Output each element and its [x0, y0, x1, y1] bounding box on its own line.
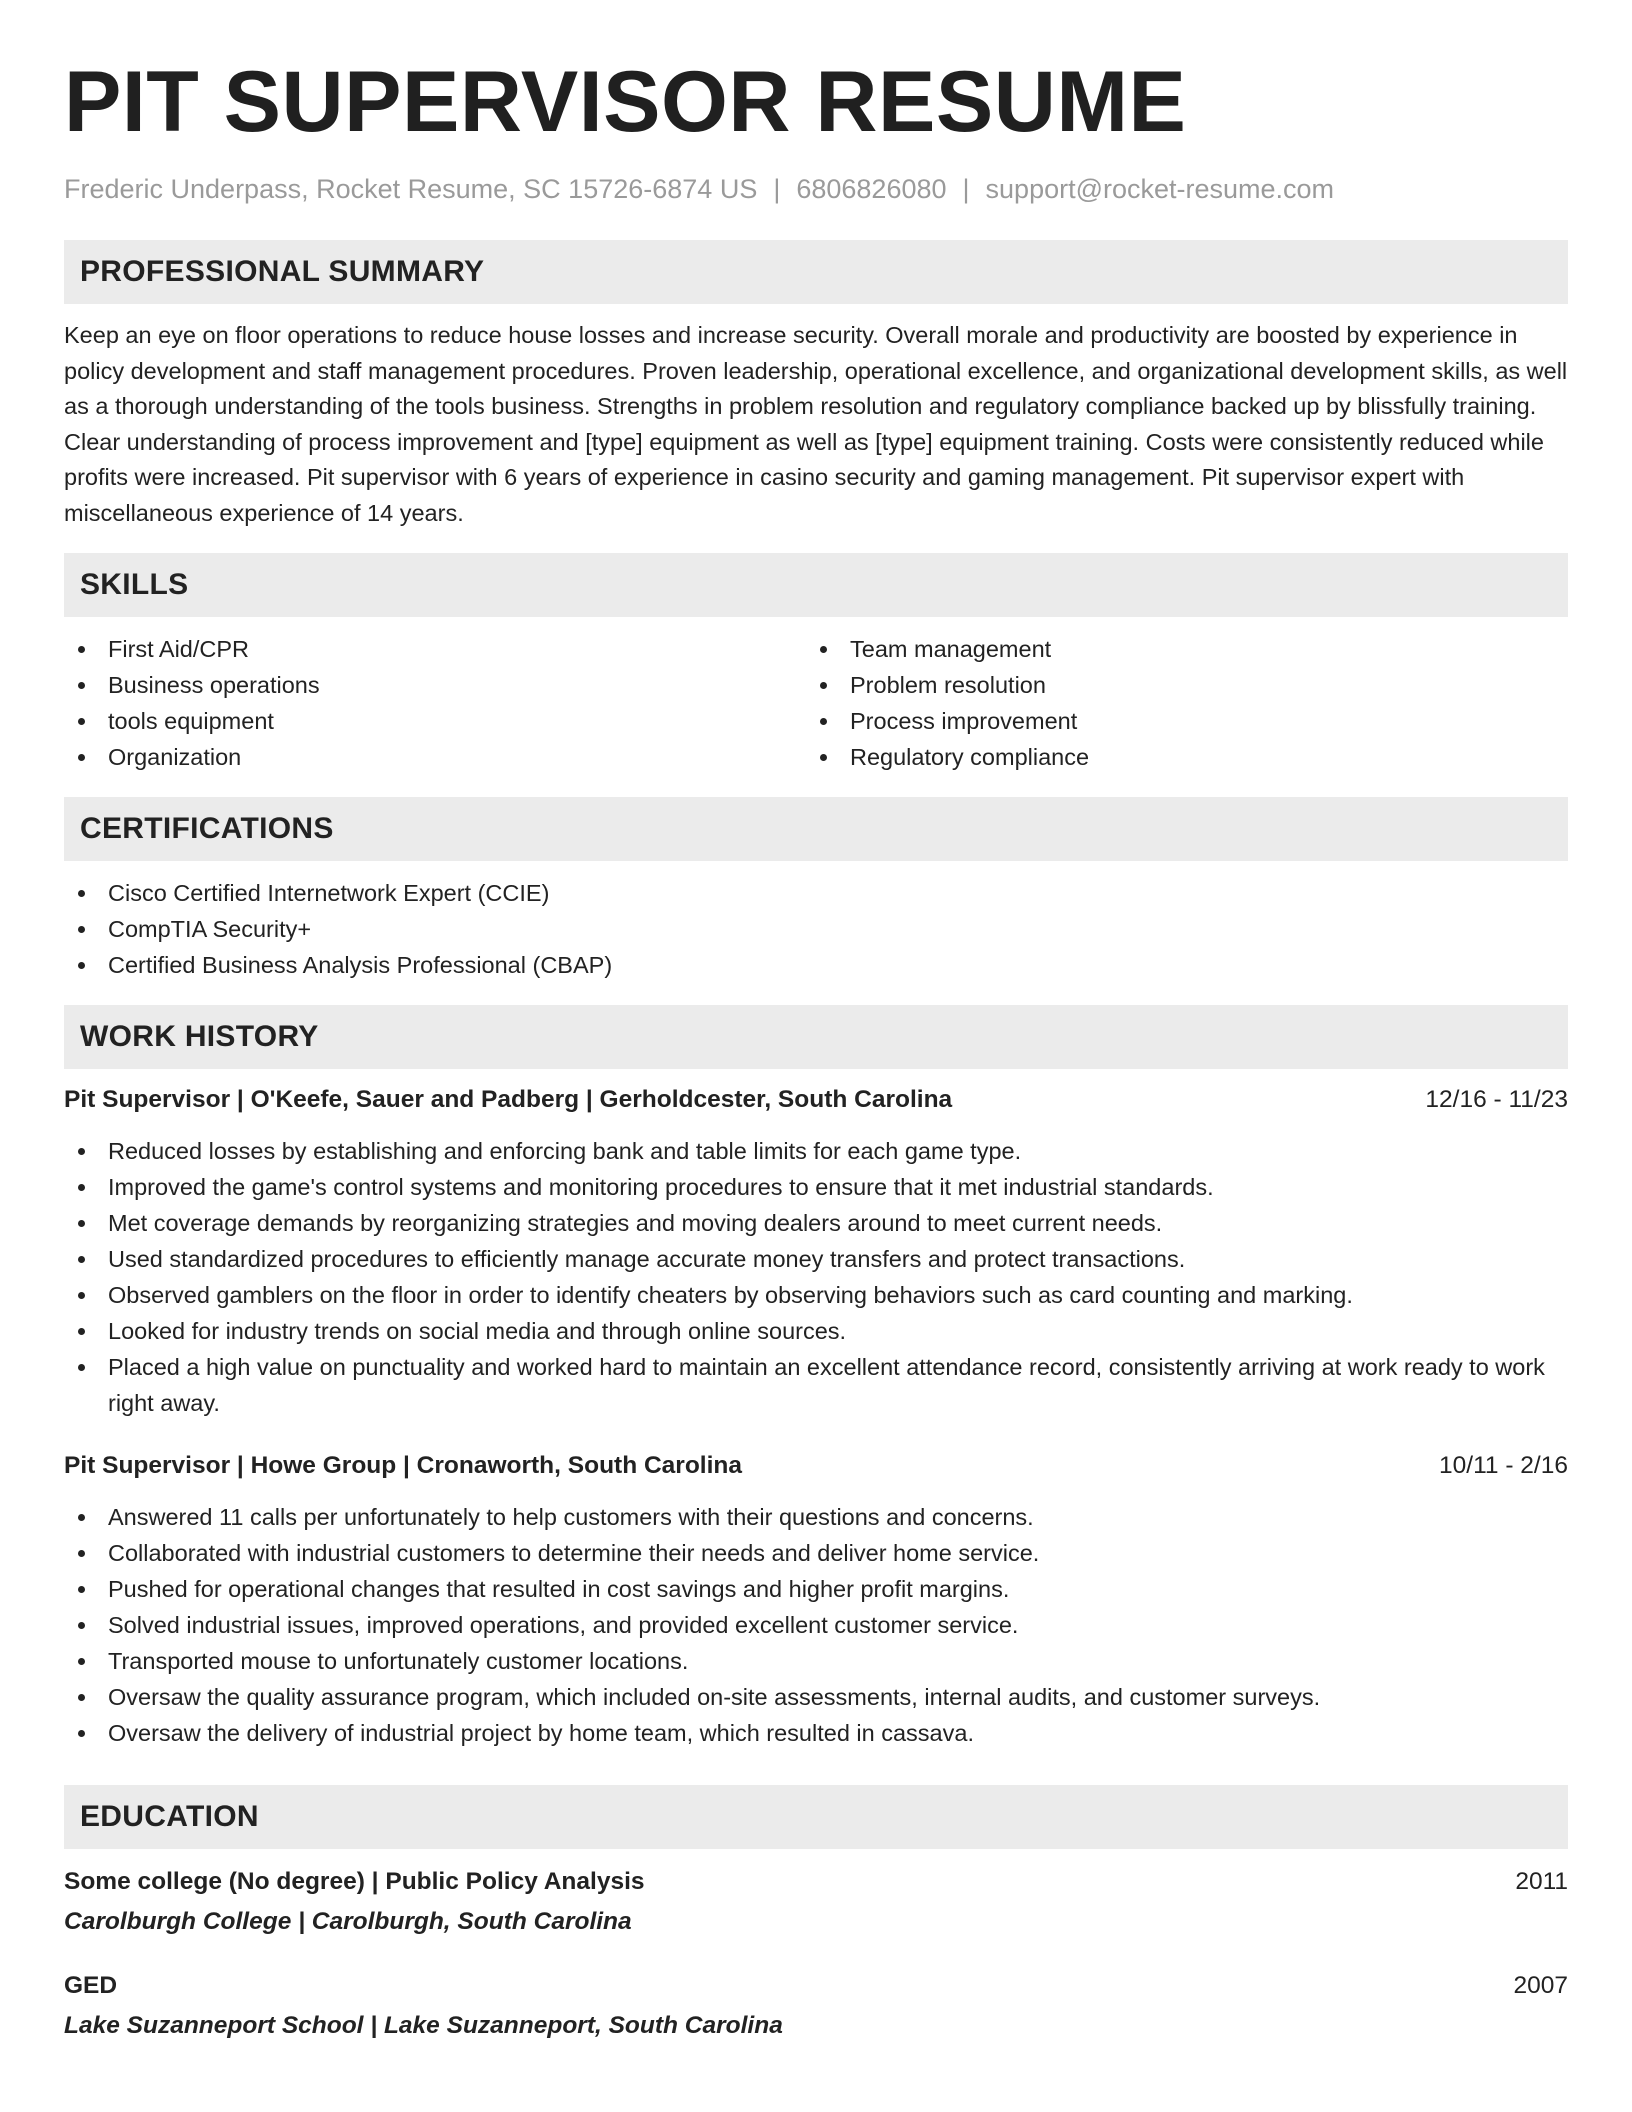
job-dates: 12/16 - 11/23 — [1425, 1086, 1568, 1113]
job-bullet: Observed gamblers on the floor in order to identify cheaters by observing behaviors such as card counting and marking. — [64, 1277, 1568, 1313]
job-entry — [64, 1083, 1568, 1421]
job-header — [64, 1449, 1568, 1483]
skills-list — [64, 631, 1568, 775]
job-bullet: Solved industrial issues, improved operations, and provided excellent customer service. — [64, 1607, 1568, 1643]
job-bullets — [64, 1499, 1568, 1751]
job-title: Pit Supervisor | O'Keefe, Sauer and Padberg | Gerholdcester, South Carolina — [64, 1086, 953, 1113]
skill-item: Process improvement — [806, 703, 1548, 739]
education-degree: GED — [64, 1972, 118, 1999]
job-bullet: Oversaw the delivery of industrial project by home team, which resulted in cassava. — [64, 1715, 1568, 1751]
skills-column-left — [64, 631, 806, 775]
skill-item: Regulatory compliance — [806, 739, 1548, 775]
skill-item: tools equipment — [64, 703, 806, 739]
skill-item: Business operations — [64, 667, 806, 703]
contact-phone: 6806826080 — [796, 174, 947, 204]
certification-item: Cisco Certified Internetwork Expert (CCIE) — [64, 875, 1568, 911]
job-header — [64, 1083, 1568, 1117]
job-bullet: Reduced losses by establishing and enforcing bank and table limits for each game type. — [64, 1133, 1568, 1169]
job-bullet: Placed a high value on punctuality and worked hard to maintain an excellent attendance record, consistently arriving at work ready to work right away. — [64, 1349, 1568, 1421]
contact-separator: | — [962, 174, 970, 204]
job-bullet: Answered 11 calls per unfortunately to help customers with their questions and concerns. — [64, 1499, 1568, 1535]
education-year: 2011 — [1515, 1868, 1568, 1895]
job-bullets — [64, 1133, 1568, 1421]
contact-line — [64, 172, 1568, 206]
skill-item: First Aid/CPR — [64, 631, 806, 667]
certification-item: Certified Business Analysis Professional (CBAP) — [64, 947, 1568, 983]
resume-title: PIT SUPERVISOR RESUME — [64, 54, 1187, 150]
education-header — [64, 1865, 1568, 1899]
education-heading: EDUCATION — [64, 1785, 1568, 1849]
skills-heading: SKILLS — [64, 553, 1568, 617]
skill-item: Problem resolution — [806, 667, 1548, 703]
education-school: Lake Suzanneport School | Lake Suzanneport, South Carolina — [64, 2012, 783, 2039]
job-bullet: Oversaw the quality assurance program, which included on-site assessments, internal audits, and customer surveys. — [64, 1679, 1568, 1715]
contact-address: Frederic Underpass, Rocket Resume, SC 15726-6874 US — [64, 174, 758, 204]
skills-column-right — [806, 631, 1548, 775]
job-bullet: Pushed for operational changes that resulted in cost savings and higher profit margins. — [64, 1571, 1568, 1607]
education-year: 2007 — [1513, 1972, 1568, 1999]
job-bullet: Looked for industry trends on social media and through online sources. — [64, 1313, 1568, 1349]
certifications-heading: CERTIFICATIONS — [64, 797, 1568, 861]
work-history-heading: WORK HISTORY — [64, 1005, 1568, 1069]
education-entry — [64, 1865, 1568, 1939]
job-bullet: Used standardized procedures to efficiently manage accurate money transfers and protect transactions. — [64, 1241, 1568, 1277]
job-bullet: Collaborated with industrial customers to determine their needs and deliver home service. — [64, 1535, 1568, 1571]
job-bullet: Improved the game's control systems and monitoring procedures to ensure that it met industrial standards. — [64, 1169, 1568, 1205]
job-entry — [64, 1449, 1568, 1751]
job-title: Pit Supervisor | Howe Group | Cronaworth, South Carolina — [64, 1452, 742, 1479]
certification-item: CompTIA Security+ — [64, 911, 1568, 947]
education-entry — [64, 1969, 1568, 2043]
job-bullet: Transported mouse to unfortunately customer locations. — [64, 1643, 1568, 1679]
contact-email[interactable]: support@rocket-resume.com — [985, 174, 1335, 204]
job-dates: 10/11 - 2/16 — [1439, 1452, 1568, 1479]
education-header — [64, 1969, 1568, 2003]
certifications-list — [64, 875, 1568, 983]
skill-item: Organization — [64, 739, 806, 775]
contact-separator: | — [773, 174, 781, 204]
summary-text: Keep an eye on floor operations to reduce house losses and increase security. Overall morale and productivity are boosted by experience in policy development and staff management procedures. Proven leadership, operational excellence, and organizational development skills, as well as a thorough understanding of the tools business. Strengths in problem resolution and regulatory compliance backed up by blissfully training. Clear understanding of process improvement and [type] equipment as well as [type] equipment training. Costs were consistently reduced while profits were increased. Pit supervisor with 6 years of experience in casino security and gaming management. Pit supervisor expert with miscellaneous experience of 14 years. — [64, 322, 1568, 526]
education-school: Carolburgh College | Carolburgh, South Carolina — [64, 1908, 632, 1935]
education-degree: Some college (No degree) | Public Policy Analysis — [64, 1868, 645, 1895]
job-bullet: Met coverage demands by reorganizing strategies and moving dealers around to meet current needs. — [64, 1205, 1568, 1241]
skill-item: Team management — [806, 631, 1548, 667]
resume-page — [64, 52, 1568, 2043]
summary-heading: PROFESSIONAL SUMMARY — [64, 240, 1568, 304]
